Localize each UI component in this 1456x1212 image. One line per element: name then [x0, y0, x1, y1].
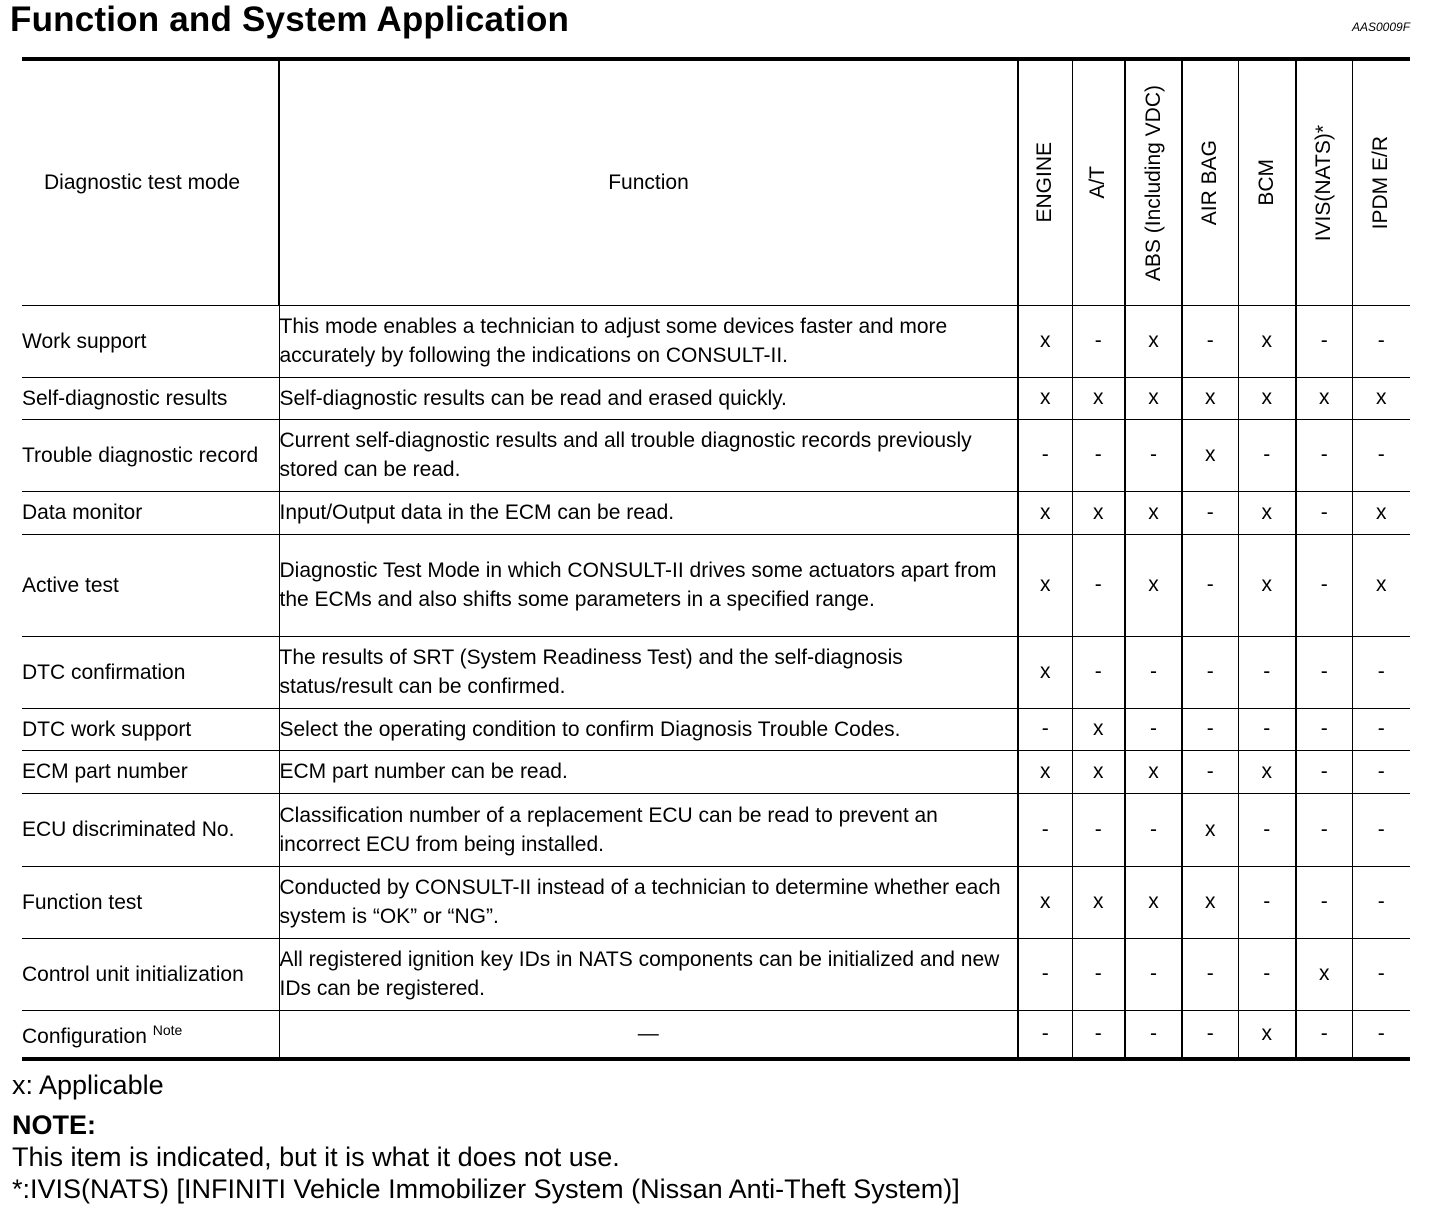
table-row [22, 377, 1410, 419]
applicability-cell: x [1182, 419, 1238, 491]
applicability-cell: - [1352, 750, 1410, 793]
applicability-cell: x [1072, 866, 1125, 938]
applicability-cell: - [1238, 708, 1296, 750]
table-row [22, 866, 1410, 938]
applicability-cell: - [1352, 305, 1410, 377]
applicability-cell: - [1182, 534, 1238, 636]
applicability-cell: - [1352, 708, 1410, 750]
diagnostic-mode-cell [22, 636, 279, 708]
table-row [22, 305, 1410, 377]
table-row [22, 750, 1410, 793]
function-description-cell: This mode enables a technician to adjust some devices faster and more accurately by following the indications on CONSULT-II. [279, 305, 1018, 377]
function-description-cell: Current self-diagnostic results and all trouble diagnostic records previously stored can be read. [279, 419, 1018, 491]
applicability-cell: - [1072, 419, 1125, 491]
diagnostic-mode-cell [22, 534, 279, 636]
applicability-cell: x [1296, 377, 1352, 419]
diagnostic-mode-label: Data monitor [22, 501, 143, 524]
diagnostic-mode-cell [22, 750, 279, 793]
function-description-cell: Conducted by CONSULT-II instead of a technician to determine whether each system is “OK” or “NG”. [279, 866, 1018, 938]
applicability-cell: x [1018, 534, 1072, 636]
applicability-cell: x [1352, 534, 1410, 636]
applicability-cell: - [1018, 938, 1072, 1010]
applicability-cell: x [1182, 793, 1238, 866]
diagnostic-mode-cell [22, 793, 279, 866]
applicability-cell: - [1238, 866, 1296, 938]
note-heading: NOTE: [12, 1110, 96, 1140]
applicability-cell: - [1182, 750, 1238, 793]
diagnostic-mode-label: DTC work support [22, 717, 192, 741]
applicability-cell: - [1296, 750, 1352, 793]
function-description-cell: Diagnostic Test Mode in which CONSULT-II drives some actuators apart from the ECMs and also shifts some parameters in a specified range. [279, 534, 1018, 636]
diagnostic-mode-label: ECU discriminated No. [22, 818, 235, 841]
header-abs: ABS (Including VDC) [1125, 59, 1182, 305]
applicability-cell: x [1125, 866, 1182, 938]
applicability-cell: - [1072, 1010, 1125, 1059]
applicability-cell: x [1125, 491, 1182, 534]
applicability-cell: - [1352, 938, 1410, 1010]
applicability-cell: x [1238, 377, 1296, 419]
applicability-cell: x [1125, 750, 1182, 793]
applicability-cell: - [1125, 708, 1182, 750]
function-description-cell: Select the operating condition to confirm Diagnosis Trouble Codes. [279, 708, 1018, 750]
document-code: AAS0009F [1352, 20, 1411, 34]
function-description-cell: — [279, 1010, 1018, 1059]
applicability-cell: - [1018, 793, 1072, 866]
applicability-cell: - [1072, 305, 1125, 377]
table-row [22, 636, 1410, 708]
applicability-cell: - [1352, 419, 1410, 491]
applicability-cell: x [1182, 377, 1238, 419]
applicability-cell: - [1296, 1010, 1352, 1059]
applicability-cell: - [1182, 491, 1238, 534]
applicability-cell: x [1072, 377, 1125, 419]
applicability-cell: - [1296, 708, 1352, 750]
applicability-cell: - [1296, 491, 1352, 534]
applicability-cell: - [1296, 534, 1352, 636]
diagnostic-mode-cell [22, 708, 279, 750]
header-row [22, 59, 1410, 305]
applicability-cell: x [1352, 491, 1410, 534]
header-ivis-nats: IVIS(NATS)* [1296, 59, 1352, 305]
diagnostic-mode-label: Self-diagnostic results [22, 386, 228, 410]
applicability-cell: - [1296, 419, 1352, 491]
applicability-cell: - [1072, 636, 1125, 708]
applicability-cell: - [1018, 419, 1072, 491]
header-function: Function [279, 59, 1018, 305]
applicability-cell: - [1352, 1010, 1410, 1059]
function-description-cell: The results of SRT (System Readiness Test) and the self-diagnosis status/result can be confirmed. [279, 636, 1018, 708]
diagnostic-mode-cell [22, 866, 279, 938]
applicability-cell: x [1018, 377, 1072, 419]
applicability-cell: - [1238, 793, 1296, 866]
applicability-cell: x [1125, 305, 1182, 377]
header-ipdm-er: IPDM E/R [1352, 59, 1410, 305]
page-title: Function and System Application [10, 0, 570, 39]
diagnostic-mode-label: ECM part number [22, 760, 188, 783]
diagnostic-mode-cell [22, 305, 279, 377]
applicability-cell: - [1125, 793, 1182, 866]
header-diagnostic-test-mode: Diagnostic test mode [22, 59, 279, 305]
applicability-cell: - [1182, 938, 1238, 1010]
function-description-cell: All registered ignition key IDs in NATS components can be initialized and new IDs can be registered. [279, 938, 1018, 1010]
note-line-2: *:IVIS(NATS) [INFINITI Vehicle Immobilizer System (Nissan Anti-Theft System)] [12, 1174, 960, 1204]
note-superscript: Note [152, 1022, 183, 1039]
applicability-cell: - [1018, 708, 1072, 750]
applicability-cell: - [1182, 1010, 1238, 1059]
table-row [22, 793, 1410, 866]
applicability-cell: x [1238, 534, 1296, 636]
applicability-cell: - [1182, 636, 1238, 708]
applicability-cell: - [1018, 1010, 1072, 1059]
applicability-cell: - [1238, 636, 1296, 708]
applicability-cell: - [1352, 866, 1410, 938]
header-air-bag: AIR BAG [1182, 59, 1238, 305]
applicability-cell: x [1238, 750, 1296, 793]
diagnostic-mode-cell [22, 491, 279, 534]
diagnostic-mode-label: Control unit initialization [22, 962, 244, 986]
diagnostic-mode-cell [22, 377, 279, 419]
applicability-cell: x [1072, 491, 1125, 534]
applicability-cell: x [1296, 938, 1352, 1010]
header-bcm: BCM [1238, 59, 1296, 305]
applicability-cell: x [1238, 305, 1296, 377]
diagnostic-mode-label: Active test [22, 573, 119, 597]
applicability-cell: - [1182, 708, 1238, 750]
applicability-cell: x [1352, 377, 1410, 419]
applicability-cell: x [1072, 750, 1125, 793]
table-row [22, 534, 1410, 636]
diagnostic-mode-label: Configuration [22, 1025, 147, 1049]
applicability-cell: x [1125, 534, 1182, 636]
applicability-cell: - [1352, 793, 1410, 866]
applicability-cell: - [1072, 793, 1125, 866]
applicability-cell: x [1238, 491, 1296, 534]
diagnostic-mode-label: Work support [22, 329, 147, 353]
function-description-cell: Input/Output data in the ECM can be read. [279, 491, 1018, 534]
diagnostic-mode-cell [22, 938, 279, 1010]
applicability-cell: x [1072, 708, 1125, 750]
applicability-cell: x [1018, 636, 1072, 708]
applicability-cell: x [1125, 377, 1182, 419]
applicability-cell: - [1296, 866, 1352, 938]
table-row [22, 491, 1410, 534]
header-at: A/T [1072, 59, 1125, 305]
applicability-cell: x [1018, 491, 1072, 534]
note-line-1: This item is indicated, but it is what it does not use. [12, 1142, 620, 1172]
table-row [22, 938, 1410, 1010]
applicability-cell: - [1296, 636, 1352, 708]
applicability-cell: - [1072, 534, 1125, 636]
applicability-cell: - [1125, 938, 1182, 1010]
diagnostic-mode-label: Function test [22, 890, 143, 914]
diagnostic-mode-label: DTC confirmation [22, 660, 186, 684]
applicability-cell: - [1072, 938, 1125, 1010]
applicability-cell: - [1125, 636, 1182, 708]
applicability-cell: - [1182, 305, 1238, 377]
applicability-cell: x [1018, 305, 1072, 377]
diagnostic-mode-cell [22, 419, 279, 491]
applicability-cell: x [1182, 866, 1238, 938]
table-row [22, 1010, 1410, 1059]
applicability-cell: x [1018, 866, 1072, 938]
applicability-cell: - [1125, 1010, 1182, 1059]
applicability-cell: - [1296, 793, 1352, 866]
applicability-cell: - [1238, 419, 1296, 491]
diagnostic-mode-label: Trouble diagnostic record [22, 443, 259, 467]
function-description-cell: Classification number of a replacement ECU can be read to prevent an incorrect ECU from being installed. [279, 793, 1018, 866]
table-row [22, 419, 1410, 491]
applicability-cell: - [1296, 305, 1352, 377]
applicability-cell: - [1125, 419, 1182, 491]
table-row [22, 708, 1410, 750]
applicability-cell: - [1238, 938, 1296, 1010]
applicability-cell: x [1018, 750, 1072, 793]
header-engine: ENGINE [1018, 59, 1072, 305]
applicability-cell: x [1238, 1010, 1296, 1059]
diagnostic-mode-cell [22, 1010, 279, 1059]
function-system-table [22, 57, 1410, 1061]
function-description-cell: ECM part number can be read. [279, 750, 1018, 793]
legend-applicable: x: Applicable [12, 1070, 164, 1100]
function-description-cell: Self-diagnostic results can be read and erased quickly. [279, 377, 1018, 419]
applicability-cell: - [1352, 636, 1410, 708]
